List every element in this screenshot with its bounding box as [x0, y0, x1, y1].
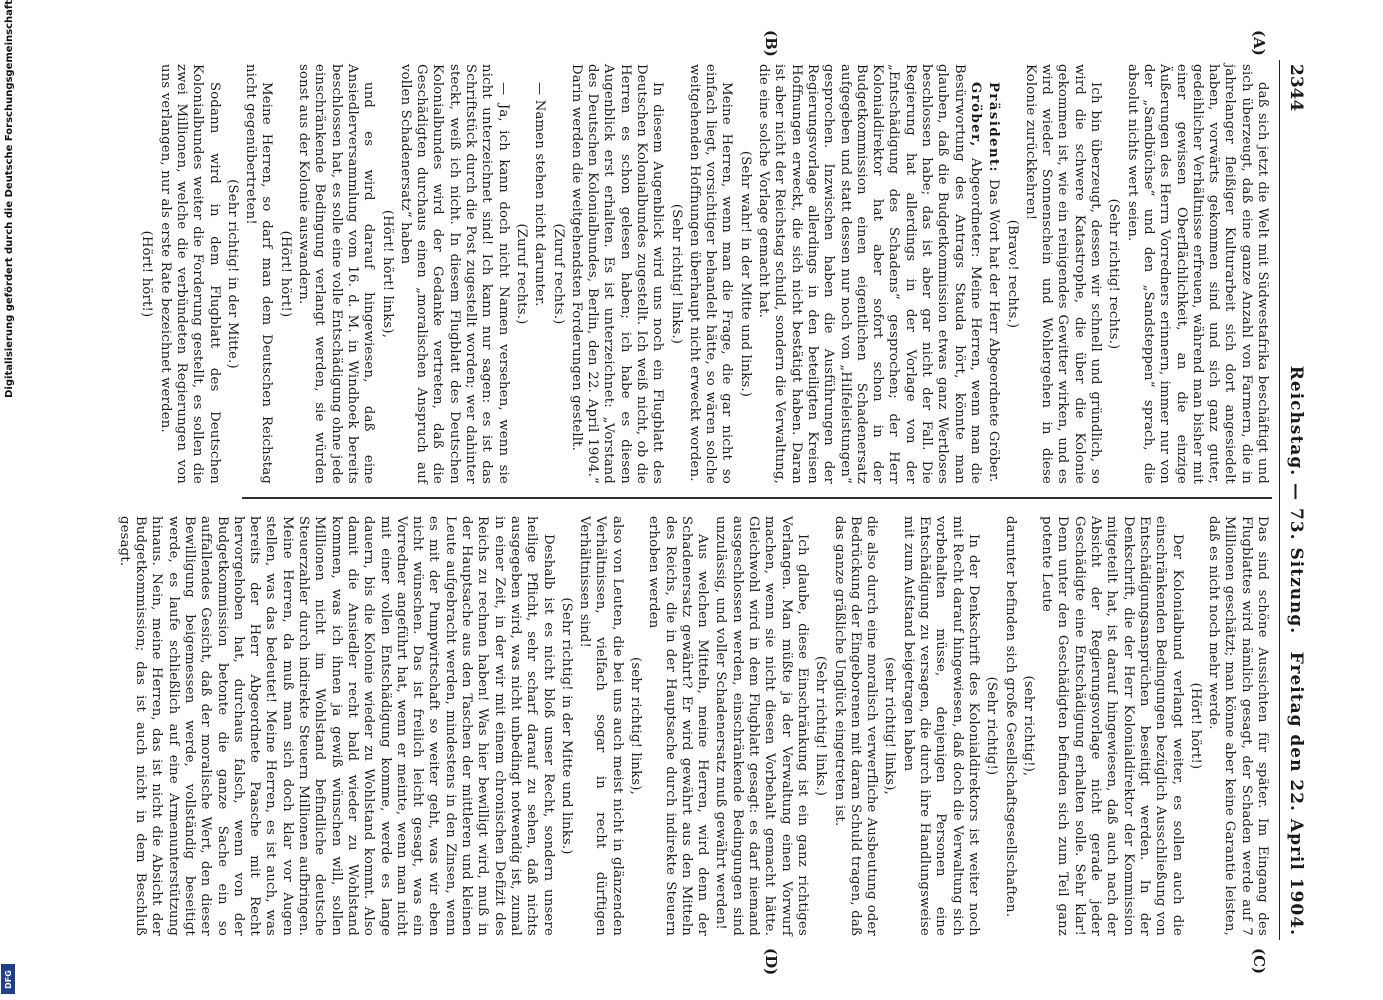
- credit-text: Digitalisierung gefördert durch die Deutsche Forschungsgemeinschaft: [4, 0, 15, 398]
- paragraph-text: Aus welchen Mitteln, meine Herren, wird denn der Schadenersatz gewährt? Er wird gewährt aus den Mitteln des Reichs, die in der Hauptsache durch indirekte Steuern erhoben werden: [646, 516, 711, 936]
- interjection: (sehr richtig!),: [1020, 675, 1036, 777]
- paragraph-text: In diesem Augenblick wird uns noch ein Flugblatt des Deutschen Kolonialbundes zugestellt. Ich weiß nicht, ob die Herren es schon gelesen haben; ich habe es diesen Augenblick erst erhalten. Es ist unterzeichnet: „Vorstand des Deutschen Kolonialbundes, Berlin, den 22. April 1904.“ Darin werden die weitgehendsten Forderungen gestellt.: [568, 64, 666, 484]
- document-page: [40, 0, 1340, 1000]
- interjection: (Sehr richtig! links.): [668, 203, 684, 345]
- paragraph-text: Sodann wird in dem Flugblatt des Deutschen Kolonialbundes weiter die Forderung gestellt, es sollen die zwei Millionen, welche die verbündeten Regierungen von uns verlangen, nur als erste Rate bezeichnet werden.: [157, 64, 222, 484]
- page-date: Freitag den 22. April 1904.: [1286, 651, 1306, 936]
- interjection: (Sehr richtig!): [984, 676, 1000, 776]
- paragraph-text: darunter befinden sich große Gesellschaftsgesellschaften.: [1002, 516, 1018, 918]
- paragraph: [755, 64, 983, 484]
- paragraph-text: die also durch eine moralisch verwerfliche Ausbeutung oder Bedrückung der Eingeborenen mit daran Schuld tragen, daß das ganze gräßliche Unglück eingetreten ist.: [831, 516, 880, 936]
- paragraph: [645, 516, 710, 936]
- paragraph: [568, 64, 666, 484]
- paragraph-text: Ich bin überzeugt, dessen wir schnell und gründlich, so wird die schwere Katastrophe, die über die Kolonie gekommen ist, wie ein reinigendes Gewitter wirken, und es wird wieder Sonnenschein und Wohlergehen in diese Kolonie zurückkehren!: [1022, 64, 1104, 484]
- paragraph: [295, 64, 376, 484]
- paragraph: [712, 516, 810, 936]
- margin-marker-a: (A): [1250, 30, 1268, 56]
- interjection: (Sehr wahr! in der Mitte und links.): [737, 150, 753, 398]
- paragraph-text: — Ja, ich kann doch nicht Namen versehen, wenn sie nicht unterzeichnet sind! Ich kann nur sagen: es ist das Schriftstück durch die Post zugestellt worden; wer dahinter steckt, weiß ich nicht. In diesem Flugblatt des Deutschen Kolonialbundes wird der Gedanke vertreten, daß die Geschädigten durchaus einen „moralischen Anspruch auf vollen Schadenersatz“ haben: [397, 64, 511, 484]
- interjection: (Bravo! rechts.): [1004, 219, 1020, 329]
- margin-marker-b: (B): [762, 30, 780, 57]
- paragraph: [1123, 64, 1270, 484]
- interjection: (Hört! hört!): [277, 230, 293, 318]
- speaker-name: Gröber,: [967, 82, 983, 158]
- paragraph-text: also von Leuten, die bei uns auch meist nicht in glänzenden Verhältnissen, vielfach sogar in recht dürftigen Verhältnissen sind!: [577, 516, 625, 936]
- paragraph: [985, 64, 1001, 484]
- paragraph-text: daß sich jetzt die Welt mit Südwestafrika beschäftigt und sich überzeugt, daß eine ganze Anzahl von Farmern, die in jahrelanger fleißiger Kulturarbeit sich dort angesiedelt haben, vorwärts gekommen sind und sich ganz guter, gedeihlicher Verhältnisse erfreuen, während man bisher mit einer gewissen Oberflächlichkeit, an die einzige Äußerungen des Herrn Vorredners erinnern, immer nur von der „Sandbüchse“ und den „Sandsteppen“ sprach, die absolut nichts wert seien.: [1124, 64, 1270, 484]
- paragraph-text: Das Wort hat der Herr Abgeordnete Gröber.: [986, 179, 1002, 483]
- interjection: (Hört! hört! links),: [379, 209, 395, 339]
- paragraph: [1205, 516, 1270, 936]
- interjection: (sehr richtig! links),: [882, 657, 898, 795]
- paragraph: [899, 516, 980, 936]
- paragraph: [242, 64, 275, 484]
- interjection: (Zuruf rechts.): [513, 223, 529, 325]
- paragraph: [1001, 516, 1017, 936]
- paragraph: [156, 64, 221, 484]
- paragraph-text: — Namen stehen nicht darunter.: [532, 82, 548, 307]
- dfg-logo: DFG: [1, 964, 15, 994]
- page-title: Reichstag. — 73. Sitzung.: [1286, 365, 1306, 635]
- paragraph-text: In der Denkschrift des Kolonialdirektors ist weiter noch mit Recht darauf hingewiesen, daß doch die Verwaltung sich vorbehalten müsse, denjenigen Personen eine Entschädigung zu versagen, die durch ihre Handlungsweise mit zum Aufstand beigetragen haben: [900, 516, 981, 936]
- interjection: (Sehr richtig! in der Mitte und links.): [558, 597, 574, 855]
- paragraph-text: Abgeordneter: Meine Herren, wenn man die Besürwortung des Antrags Stauda hört, könnte man glauben, daß die Budgetkommission etwas ganz Wertloses beschlossen habe; das ist aber gar nicht der Fall. Die Regierung hat allerdings in der Vorlage von der „Entschädigung des Schadens“ gesprochen; der Herr Kolonialdirektor hat aber sofort schon in der Budgetkommission einen eigentlichen Schadenersatz aufgegeben und statt dessen nur noch von „Hilfeleistungen“ gesprochen. Inzwischen haben die Ausführungen der Regierungsvorlage allerdings in den beteiligten Kreisen Hoffnungen erweckt, die sich nicht bestätigt haben. Daran ist aber nicht der Reichstag schuld, sondern die Verwaltung, die eine solche Vorlage gemacht hat.: [756, 64, 983, 484]
- interjection: (Zuruf rechts.): [550, 223, 566, 325]
- paragraph-text: Meine Herren, so darf man dem Deutschen Reichstag nicht gegenübertreten!: [243, 64, 275, 484]
- margin-marker-d: (D): [762, 948, 780, 976]
- interjection: (Hört! hört!): [1187, 682, 1203, 770]
- paragraph: [1022, 64, 1103, 484]
- interjection: (sehr richtig! links),: [628, 657, 644, 795]
- interjection: (Hört! hört!): [139, 230, 155, 318]
- speaker-name: Präsident:: [986, 82, 1002, 180]
- paragraph-text: Meine Herren, wenn man die Frage, die gar nicht so einfach liegt, vorsichtiger behandelt hätte, so wären solche weitgehenden Hoffnungen überhaupt nicht erweckt worden.: [686, 64, 735, 484]
- page-header: [1279, 60, 1310, 940]
- paragraph-text: Ich glaube, diese Einschränkung ist ein ganz richtiges Verlangen. Man müßte ja der Verwaltung einen Vorwurf machen, wenn sie nicht diesen Vorbehalt gemacht hätte. Gleichwohl wird in dem Flugblatt gesagt: es darf niemand ausgeschlossen werden, einschränkende Bedingungen sind unzulässig, und voller Schadenersatz muß gewährt werden!: [713, 516, 810, 936]
- paragraph: [576, 516, 625, 936]
- interjection: (Sehr richtig! links.): [813, 655, 829, 797]
- paragraph: [116, 516, 556, 936]
- paragraph: [1038, 516, 1185, 936]
- interjection: (Sehr richtig! in der Mitte.): [224, 179, 240, 369]
- page-number: 2344: [1286, 64, 1306, 112]
- column-divider: [242, 497, 1272, 499]
- paragraph: [830, 516, 879, 936]
- left-column: [139, 64, 1270, 484]
- paragraph: [531, 64, 547, 484]
- paragraph-text: Das sind schöne Aussichten für später. Im Eingang des Flugblattes wird nämlich gesagt, der Schaden werde auf 7 Millionen geschätzt; man könne aber keine Garantie leisten, daß es nicht noch mehr werde.: [1206, 516, 1270, 936]
- paragraph-text: Der Kolonialbund verlangt weiter, es sollen auch die einschränkenden Bedingungen bezüglich Ausschließung von Entschädigungsansprüchen beseitigt werden. In der Denkschrift, die der Herr Kolonialdirektor der Kommission mitgeteilt hat, ist darauf hingewiesen, daß auch nach der Absicht der Regierungsvorlage nicht gerade jeder Geschädigte eine Entschädigung erhalten solle. Sehr klar! Denn unter den Geschädigten befinden sich zum Teil ganz potente Leute: [1039, 516, 1185, 936]
- right-column: [116, 516, 1270, 936]
- paragraph: [397, 64, 511, 484]
- digitization-credit: [0, 0, 16, 1000]
- paragraph-text: und es wird darauf hingewiesen, daß eine Ansiedlerversammlung vom 16. d. M. in Windhoek bereits beschlossen hat, es solle eine volle Entschädigung ohne jede einschränkende Bedingung verlangt werden, sie würden sonst aus der Kolonie auswandern.: [296, 64, 377, 484]
- interjection: (Sehr richtig! rechts.): [1106, 198, 1122, 350]
- margin-marker-c: (C): [1250, 948, 1268, 975]
- paragraph: [686, 64, 735, 484]
- paragraph-text: Deshalb ist es nicht bloß unser Recht, sondern unsere heilige Pflicht, sehr scharf darauf zu sehen, daß nichts ausgegeben wird, was nicht unbedingt notwendig ist, zumal in einer Zeit, in der wir mit einem chronischen Defizit des Reichs zu rechnen haben! Was hier bewilligt wird, muß in der Hauptsache aus den Taschen der mittleren und kleinen Leute aufgebracht werden, mindestens in den Zinsen, wenn es mit der Pumpwirtschaft so weiter geht, was wir eben nicht wünschen. Das ist freilich leicht gesagt, was ein Vorredner angeführt hat, wenn er meinte, wenn man nicht mit einer vollen Entschädigung komme, werde es lange dauern, bis die Kolonie wieder zu Wohlstand kommt. Also damit die Ansiedler recht bald wieder zu Wohlstand kommen, was ich ihnen ja gewiß wünschen will, sollen Millionen nicht im Wohlstand befindliche deutsche Steuerzahler durch indirekte Steuern Millionen aufbringen. Meine Herren, da muß man sich doch klar vor Augen stellen, was das bedeutet! Meine Herren, es ist auch, was bereits der Herr Abgeordnete Paasche mit Recht hervorgehoben hat, durchaus falsch, wenn von der Budgetkommission betonte die ganze Sache ein so auffallendes Gesicht, daß der moralische Wert, den dieser Bewilligung beigemessen werde, vollständig beseitigt werde, es laufe schließlich auf eine Armenunterstützung hinaus. Nein, meine Herren, das ist nicht die Absicht der Budgetkommission; das ist auch nicht in dem Beschluß gesagt.: [116, 516, 556, 936]
